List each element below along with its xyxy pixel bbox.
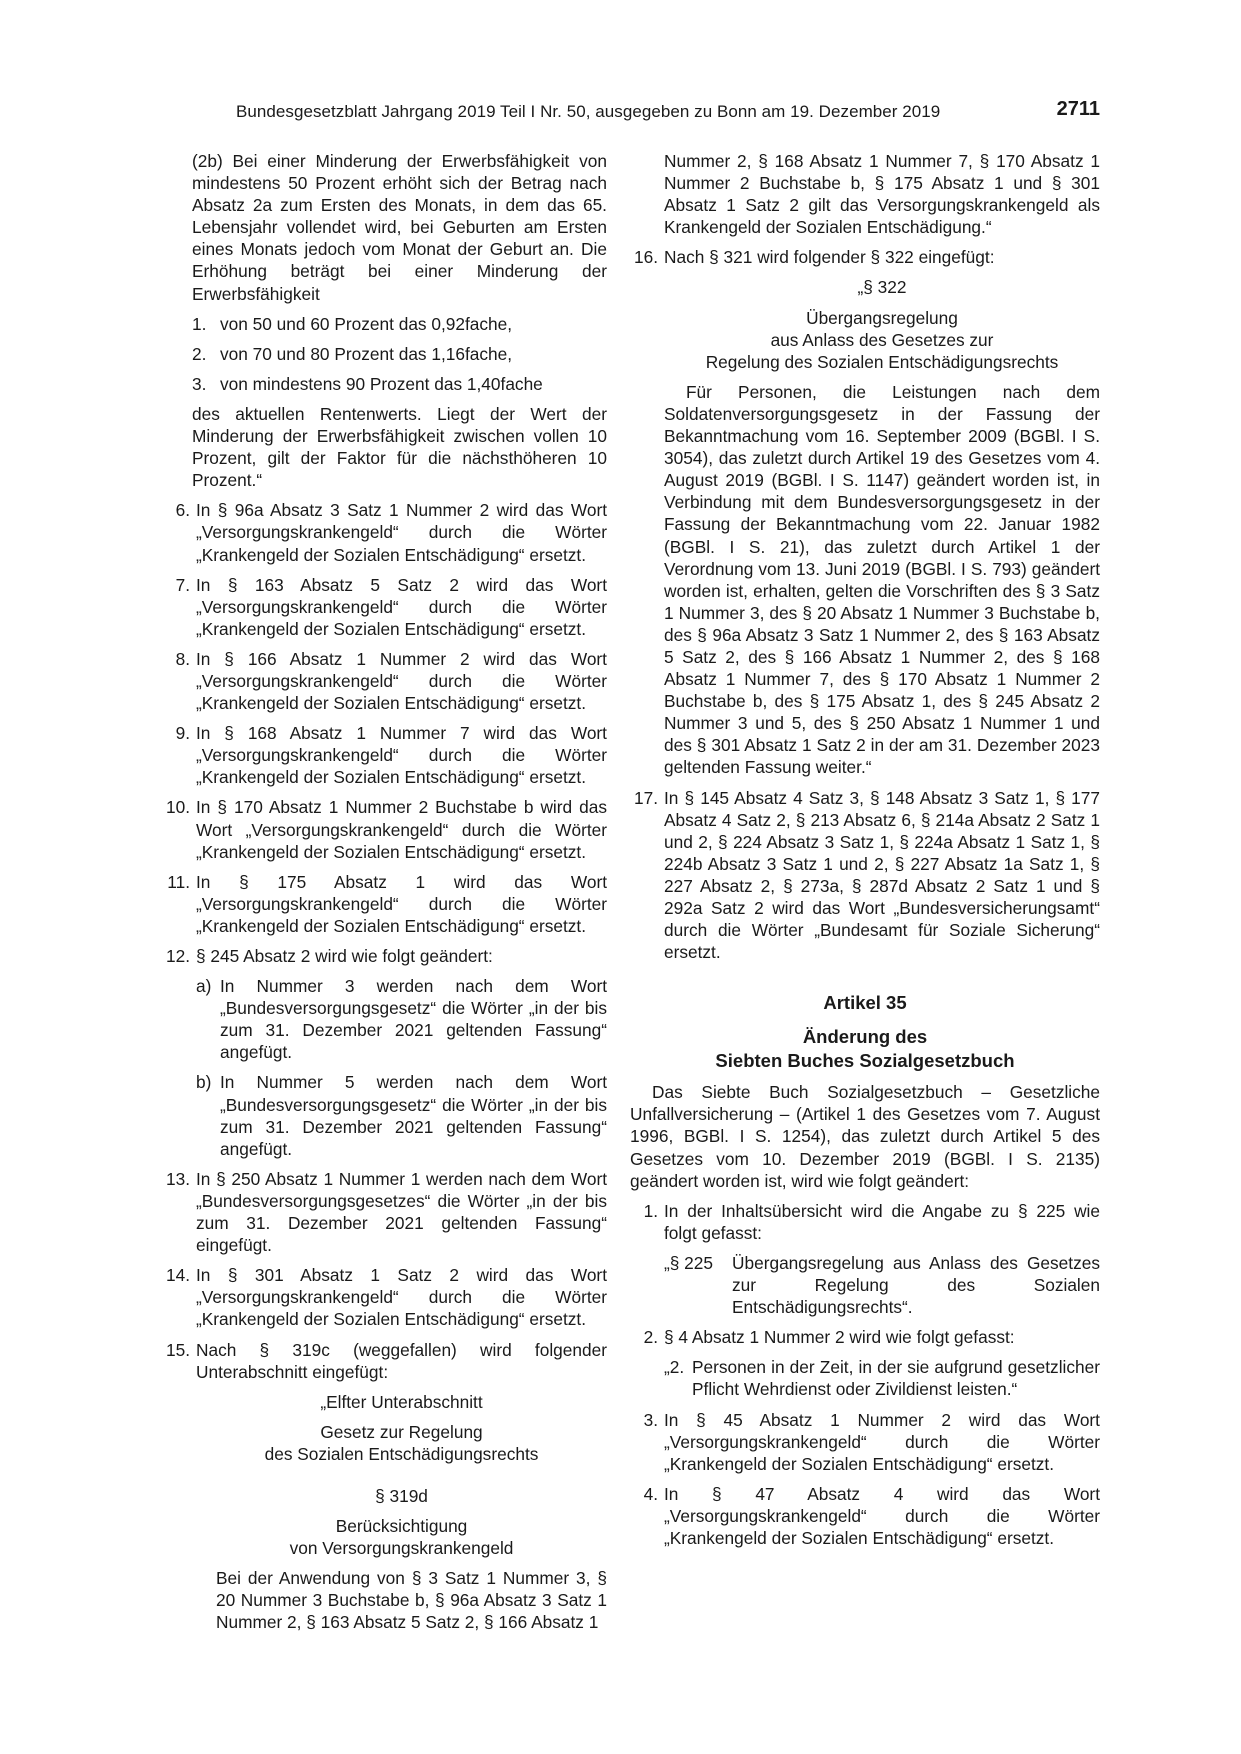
amendment-item (162, 1264, 607, 1330)
item-number: 8. (175, 648, 190, 669)
subsection-heading-line1: Gesetz zur Regelung (320, 1421, 483, 1442)
paragraph-319d-title-line1: Berücksichtigung (335, 1516, 468, 1537)
sub-item-letter: a) (196, 976, 212, 997)
paragraph-322-title-line1: Übergangsregelung (806, 307, 958, 328)
inserted-section (162, 1391, 607, 1634)
list-number: 1. (192, 313, 207, 334)
list-item (162, 373, 607, 395)
quoted-entry-text: Personen in der Zeit, in der sie aufgrund gesetzlicher Pflicht Wehrdienst oder Zivildienst leisten.“ (692, 1357, 1100, 1400)
item-text: In § 170 Absatz 1 Nummer 2 Buchstabe b wird das Wort „Versorgungskrankengeld“ durch die Wörter „Krankengeld der Sozialen Entschädigung“ ersetzt. (196, 797, 607, 862)
item-text: In § 301 Absatz 1 Satz 2 wird das Wort „Versorgungskrankengeld“ durch die Wörter „Krankengeld der Sozialen Entschädigung“ ersetzt. (196, 1265, 607, 1330)
list-text: von mindestens 90 Prozent das 1,40fache (220, 373, 543, 394)
item-text: § 4 Absatz 1 Nummer 2 wird wie folgt gefasst: (664, 1327, 1015, 1348)
paragraph-319d-continuation: Nummer 2, § 168 Absatz 1 Nummer 7, § 170 Absatz 1 Nummer 2 Buchstabe b, § 175 Absatz 1 und § 301 Absatz 1 Satz 2 gilt das Versorgungskrankengeld als Krankengeld der Sozialen Entschädigung.“ (664, 151, 1100, 238)
item-number: 9. (175, 723, 190, 744)
list-text: von 70 und 80 Prozent das 1,16fache, (220, 343, 513, 364)
page-number: 2711 (1056, 98, 1100, 120)
quoted-entry-text: Übergangsregelung aus Anlass des Gesetzes zur Regelung des Sozialen Entschädigungsrechts“. (732, 1252, 1100, 1318)
article-title-line1: Änderung des (802, 1026, 928, 1048)
amendment-item (162, 648, 607, 714)
amendment-item (630, 1200, 1100, 1244)
paragraph-2b-end: des aktuellen Rentenwerts. Liegt der Wert der Minderung der Erwerbsfähigkeit zwischen vollen 10 Prozent, gilt der Faktor für die nächsthöheren 10 Prozent.“ (192, 403, 607, 491)
paragraph-322-number: „§ 322 (857, 277, 907, 298)
amendment-item (630, 1326, 1100, 1348)
item-text: In § 163 Absatz 5 Satz 2 wird das Wort „Versorgungskrankengeld“ durch die Wörter „Krankengeld der Sozialen Entschädigung“ ersetzt. (196, 574, 607, 639)
amendment-item (630, 1483, 1100, 1549)
quoted-entry (630, 1252, 1100, 1318)
item-number: 3. (643, 1409, 658, 1430)
sub-item (162, 975, 607, 1063)
inserted-section-322 (630, 276, 1100, 778)
quoted-entry (630, 1356, 1100, 1400)
item-number: 6. (175, 500, 190, 521)
amendment-item (162, 1339, 607, 1383)
quoted-entry-lead: „§ 225 (664, 1252, 714, 1273)
article-intro: Das Siebte Buch Sozialgesetzbuch – Gesetzliche Unfallversicherung – (Artikel 1 des Gesetzes vom 7. August 1996, BGBl. I S. 1254), das zuletzt durch Artikel 5 des Gesetzes vom 10. Dezember 2019 (BGBl. I S. 2135) geändert worden ist, wird wie folgt geändert: (630, 1082, 1100, 1191)
item-number: 11. (167, 871, 190, 892)
page-header (236, 98, 1100, 128)
paragraph-322-title-line2: aus Anlass des Gesetzes zur (770, 329, 994, 350)
amendment-item (630, 246, 1100, 268)
item-text: In § 166 Absatz 1 Nummer 2 wird das Wort „Versorgungskrankengeld“ durch die Wörter „Krankengeld der Sozialen Entschädigung“ ersetzt. (196, 648, 607, 714)
amendment-item (630, 1409, 1100, 1475)
item-number: 4. (643, 1483, 658, 1504)
item-number: 15. (165, 1339, 190, 1360)
item-number: 13. (165, 1168, 190, 1189)
article-number: Artikel 35 (823, 992, 907, 1014)
item-number: 12. (165, 946, 190, 966)
item-text: In § 145 Absatz 4 Satz 3, § 148 Absatz 3 Satz 1, § 177 Absatz 4 Satz 2, § 213 Absatz 6, § 214a Absatz 2 Satz 1 und 2, § 224 Absatz 3 Satz 1, § 224a Absatz 1 Satz 1, § 224b Absatz 3 Satz 1 und 2, § 227 Absatz 1a Satz 1, § 227 Absatz 2, § 273a, § 287d Absatz 2 Satz 1 und § 292a Satz 2 wird das Wort „Bundesversicherungsamt“ durch die Wörter „Bundesamt für Soziale Sicherung“ ersetzt. (664, 787, 1100, 963)
amendment-item (162, 871, 607, 937)
paragraph-322-text: Für Personen, die Leistungen nach dem Soldatenversorgungsgesetz in der Fassung der Bekanntmachung vom 16. September 2009 (BGBl. I S. 3054), das zuletzt durch Artikel 19 des Gesetzes vom 4. August 2019 (BGBl. I S. 1147) geändert worden ist, in Verbindung mit dem Bundesversorgungsgesetz in der Fassung der Bekanntmachung vom 22. Januar 1982 (BGBl. I S. 21), das zuletzt durch Artikel 1 der Verordnung vom 13. Juni 2019 (BGBl. I S. 793) geändert worden ist, erhalten, gelten die Vorschriften des § 3 Satz 1 Nummer 3, des § 20 Absatz 1 Nummer 3 Buchstabe b, des § 96a Absatz 3 Satz 1 Nummer 2, des § 163 Absatz 5 Satz 2, des § 166 Absatz 1 Nummer 2, des § 168 Absatz 1 Nummer 7, des § 170 Absatz 1 Nummer 2 Buchstabe b, des § 175 Absatz 1, des § 245 Absatz 2 Nummer 3 und 5, des § 250 Absatz 1 Nummer 1 und des § 301 Absatz 1 Satz 2 in der am 31. Dezember 2023 geltenden Fassung weiter.“ (664, 381, 1100, 778)
item-number: 14. (165, 1265, 190, 1286)
sub-item (162, 1071, 607, 1159)
list-item (162, 313, 607, 335)
sub-item-letter: b) (196, 1072, 212, 1093)
item-text: In der Inhaltsübersicht wird die Angabe zu § 225 wie folgt gefasst: (664, 1200, 1100, 1243)
paragraph-319d-text: Bei der Anwendung von § 3 Satz 1 Nummer 3, § 20 Nummer 3 Buchstabe b, § 96a Absatz 3 Satz 1 Nummer 2, § 163 Absatz 5 Satz 2, § 166 Absatz 1 (216, 1568, 607, 1633)
amendment-item (162, 574, 607, 640)
sub-item-text: In Nummer 5 werden nach dem Wort „Bundesversorgungsgesetz“ die Wörter „in der bis zum 31. Dezember 2021 geltenden Fassung“ angefügt. (220, 1072, 607, 1159)
item-text: In § 47 Absatz 4 wird das Wort „Versorgungskrankengeld“ durch die Wörter „Krankengeld der Sozialen Entschädigung“ ersetzt. (664, 1483, 1100, 1548)
list-number: 2. (192, 343, 207, 364)
item-text: In § 168 Absatz 1 Nummer 7 wird das Wort „Versorgungskrankengeld“ durch die Wörter „Krankengeld der Sozialen Entschädigung“ ersetzt. (196, 723, 607, 788)
list-text: von 50 und 60 Prozent das 0,92fache, (220, 313, 513, 334)
amendment-item (630, 787, 1100, 964)
item-number: 7. (175, 574, 190, 595)
amendment-item (162, 1168, 607, 1256)
quoted-entry-lead: „2. (664, 1357, 685, 1378)
sub-item-text: In Nummer 3 werden nach dem Wort „Bundesversorgungsgesetz“ die Wörter „in der bis zum 31. Dezember 2021 geltenden Fassung“ angefügt. (220, 976, 607, 1063)
item-number: 16. (633, 247, 658, 268)
paragraph-319d-title-line2: von Versorgungskrankengeld (289, 1538, 514, 1559)
item-text: In § 45 Absatz 1 Nummer 2 wird das Wort „Versorgungskrankengeld“ durch die Wörter „Krankengeld der Sozialen Entschädigung“ ersetzt. (664, 1409, 1100, 1474)
amendment-item (162, 499, 607, 565)
amendment-item (162, 722, 607, 788)
item-text: Nach § 319c (weggefallen) wird folgender Unterabschnitt eingefügt: (196, 1339, 607, 1382)
item-text: In § 250 Absatz 1 Nummer 1 werden nach dem Wort „Bundesversorgungsgesetzes“ die Wörter „in der bis zum 31. Dezember 2021 geltenden Fassung“ eingefügt. (196, 1168, 607, 1256)
item-text: In § 96a Absatz 3 Satz 1 Nummer 2 wird das Wort „Versorgungskrankengeld“ durch die Wörter „Krankengeld der Sozialen Entschädigung“ ersetzt. (196, 500, 607, 565)
paragraph-319d-number: § 319d (375, 1485, 428, 1506)
right-column (630, 150, 1100, 1549)
item-number: 1. (643, 1200, 658, 1221)
item-text: Nach § 321 wird folgender § 322 eingefügt: (664, 247, 995, 268)
list-item (162, 343, 607, 365)
list-number: 3. (192, 373, 207, 394)
paragraph-2b: (2b) Bei einer Minderung der Erwerbsfähigkeit von mindestens 50 Prozent erhöht sich der Betrag nach Absatz 2a zum Ersten des Monats, in dem das 65. Lebensjahr vollendet wird, bei Geburten am Ersten eines Monats jedoch vom Monat der Geburt an. Die Erhöhung beträgt bei einer Minderung der Erwerbsfähigkeit (192, 151, 607, 304)
subsection-title: „Elfter Unterabschnitt (320, 1391, 483, 1412)
item-text: In § 175 Absatz 1 wird das Wort „Versorgungskrankengeld“ durch die Wörter „Krankengeld der Sozialen Entschädigung“ ersetzt. (196, 871, 607, 936)
item-number: 10. (165, 797, 190, 818)
amendment-item (162, 796, 607, 862)
article-title-line2: Siebten Buches Sozialgesetzbuch (715, 1050, 1015, 1072)
header-title: Bundesgesetzblatt Jahrgang 2019 Teil I Nr. 50, ausgegeben zu Bonn am 19. Dezember 2019 (236, 102, 941, 121)
item-number: 17. (633, 787, 658, 808)
amendment-item (162, 945, 607, 967)
item-number: 2. (643, 1327, 658, 1348)
item-text: § 245 Absatz 2 wird wie folgt geändert: (196, 946, 493, 966)
left-column (162, 150, 607, 1634)
paragraph-322-title-line3: Regelung des Sozialen Entschädigungsrechts (705, 351, 1059, 372)
subsection-heading-line2: des Sozialen Entschädigungsrechts (264, 1443, 539, 1464)
